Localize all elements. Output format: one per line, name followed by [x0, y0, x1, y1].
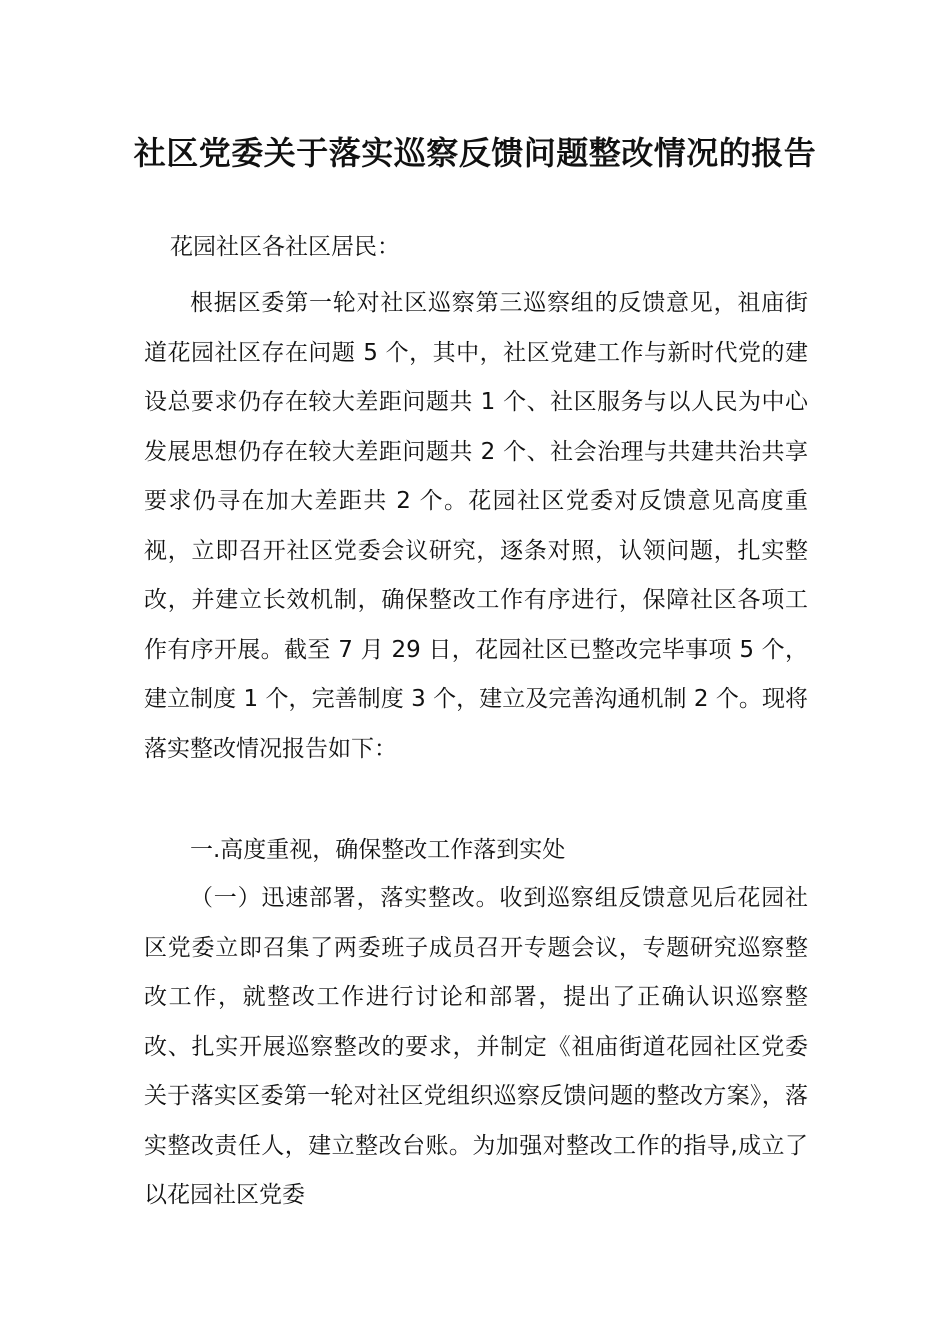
- section-heading-1: 一.高度重视，确保整改工作落到实处: [190, 837, 566, 863]
- document-title: 社区党委关于落实巡察反馈问题整改情况的报告: [133, 134, 817, 172]
- salutation: 花园社区各社区居民：: [170, 234, 400, 260]
- paragraph-section-1-1: （一）迅速部署，落实整改。收到巡察组反馈意见后花园社区党委立即召集了两委班子成员召开专题会议，专题研究巡察整改工作，就整改工作进行讨论和部署，提出了正确认识巡察整改、扎实开展巡察整改的要求，并制定《祖庙街道花园社区党委关于落实区委第一轮对社区党组织巡察反馈问题的整改方案》，落实整改责任人，建立整改台账。为加强对整改工作的指导,成立了以花园社区党委: [144, 885, 808, 1208]
- paragraph-intro: 根据区委第一轮对社区巡察第三巡察组的反馈意见，祖庙街道花园社区存在问题 5 个，其中，社区党建工作与新时代党的建设总要求仍存在较大差距问题共 1 个、社区服务与以人民为中心发展思想仍存在较大差距问题共 2 个、社会治理与共建共治共享要求仍寻在加大差距共 2 个。花园社区党委对反馈意见高度重视，立即召开社区党委会议研究，逐条对照，认领问题，扎实整改，并建立长效机制，确保整改工作有序进行，保障社区各项工作有序开展。截至 7 月 29 日，花园社区已整改完毕事项 5 个，建立制度 1 个，完善制度 3 个，建立及完善沟通机制 2 个。现将落实整改情况报告如下：: [144, 290, 808, 762]
